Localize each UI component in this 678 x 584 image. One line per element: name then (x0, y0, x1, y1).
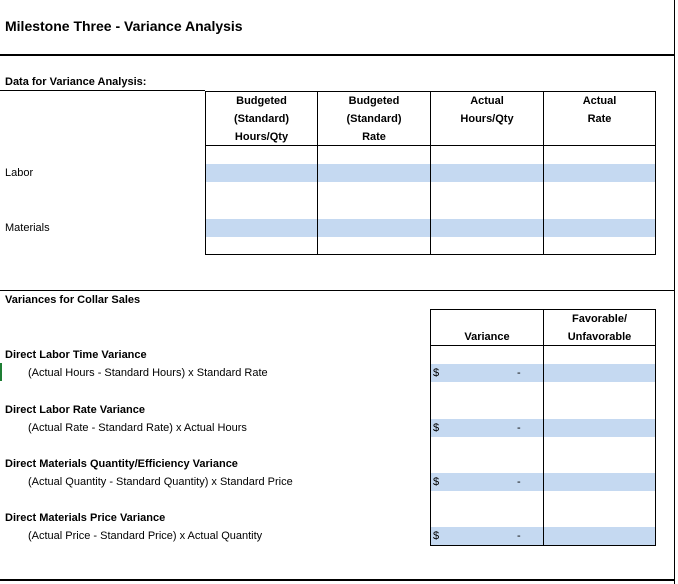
row-label-labor: Labor (5, 167, 34, 179)
variance-name-labor-time: Direct Labor Time Variance (5, 349, 147, 361)
variance-currency-4: $ (433, 530, 440, 542)
row-label-materials: Materials (5, 222, 50, 234)
col-budgeted-hours: Budgeted (Standard) Hours/Qty (234, 95, 289, 143)
page-title: Milestone Three - Variance Analysis (5, 18, 243, 34)
data-table-right (655, 91, 656, 255)
variance-name-labor-rate: Direct Labor Rate Variance (5, 404, 146, 416)
variance-currency-3: $ (433, 476, 440, 488)
col-budgeted-rate: Budgeted (Standard) Rate (346, 95, 402, 143)
col-favorable-unfavorable: Favorable/ Unfavorable (567, 313, 632, 343)
title-bottom-border (0, 54, 675, 56)
variance-formula-materials-quantity: (Actual Quantity - Standard Quantity) x Standard Price (28, 476, 293, 488)
variance-value-3[interactable]: - (517, 476, 521, 488)
variance-currency-1: $ (433, 367, 440, 379)
sheet-bottom-border (0, 579, 675, 581)
data-section-heading: Data for Variance Analysis: (5, 76, 147, 88)
col-variance: Variance (464, 331, 510, 343)
col-actual-rate: Actual Rate (582, 95, 617, 125)
variance-value-1[interactable]: - (517, 367, 521, 379)
variance-section-heading: Variances for Collar Sales (5, 294, 141, 306)
variance-table-right (655, 309, 656, 546)
variance-value-4[interactable]: - (517, 530, 521, 542)
variance-name-materials-price: Direct Materials Price Variance (5, 512, 166, 524)
variance-formula-labor-rate: (Actual Rate - Standard Rate) x Actual Hours (28, 422, 247, 434)
variance-name-materials-quantity: Direct Materials Quantity/Efficiency Variance (5, 458, 238, 470)
heading-underline (0, 90, 205, 91)
active-cell-marker (0, 363, 2, 381)
variance-currency-2: $ (433, 422, 440, 434)
sheet-right-border (674, 0, 675, 584)
variance-formula-labor-time: (Actual Hours - Standard Hours) x Standard Rate (28, 367, 268, 379)
variance-formula-materials-price: (Actual Price - Standard Price) x Actual Quantity (28, 530, 263, 542)
variance-value-2[interactable]: - (517, 422, 521, 434)
data-section-bottom-border (0, 290, 675, 291)
col-actual-hours: Actual Hours/Qty (460, 95, 514, 125)
